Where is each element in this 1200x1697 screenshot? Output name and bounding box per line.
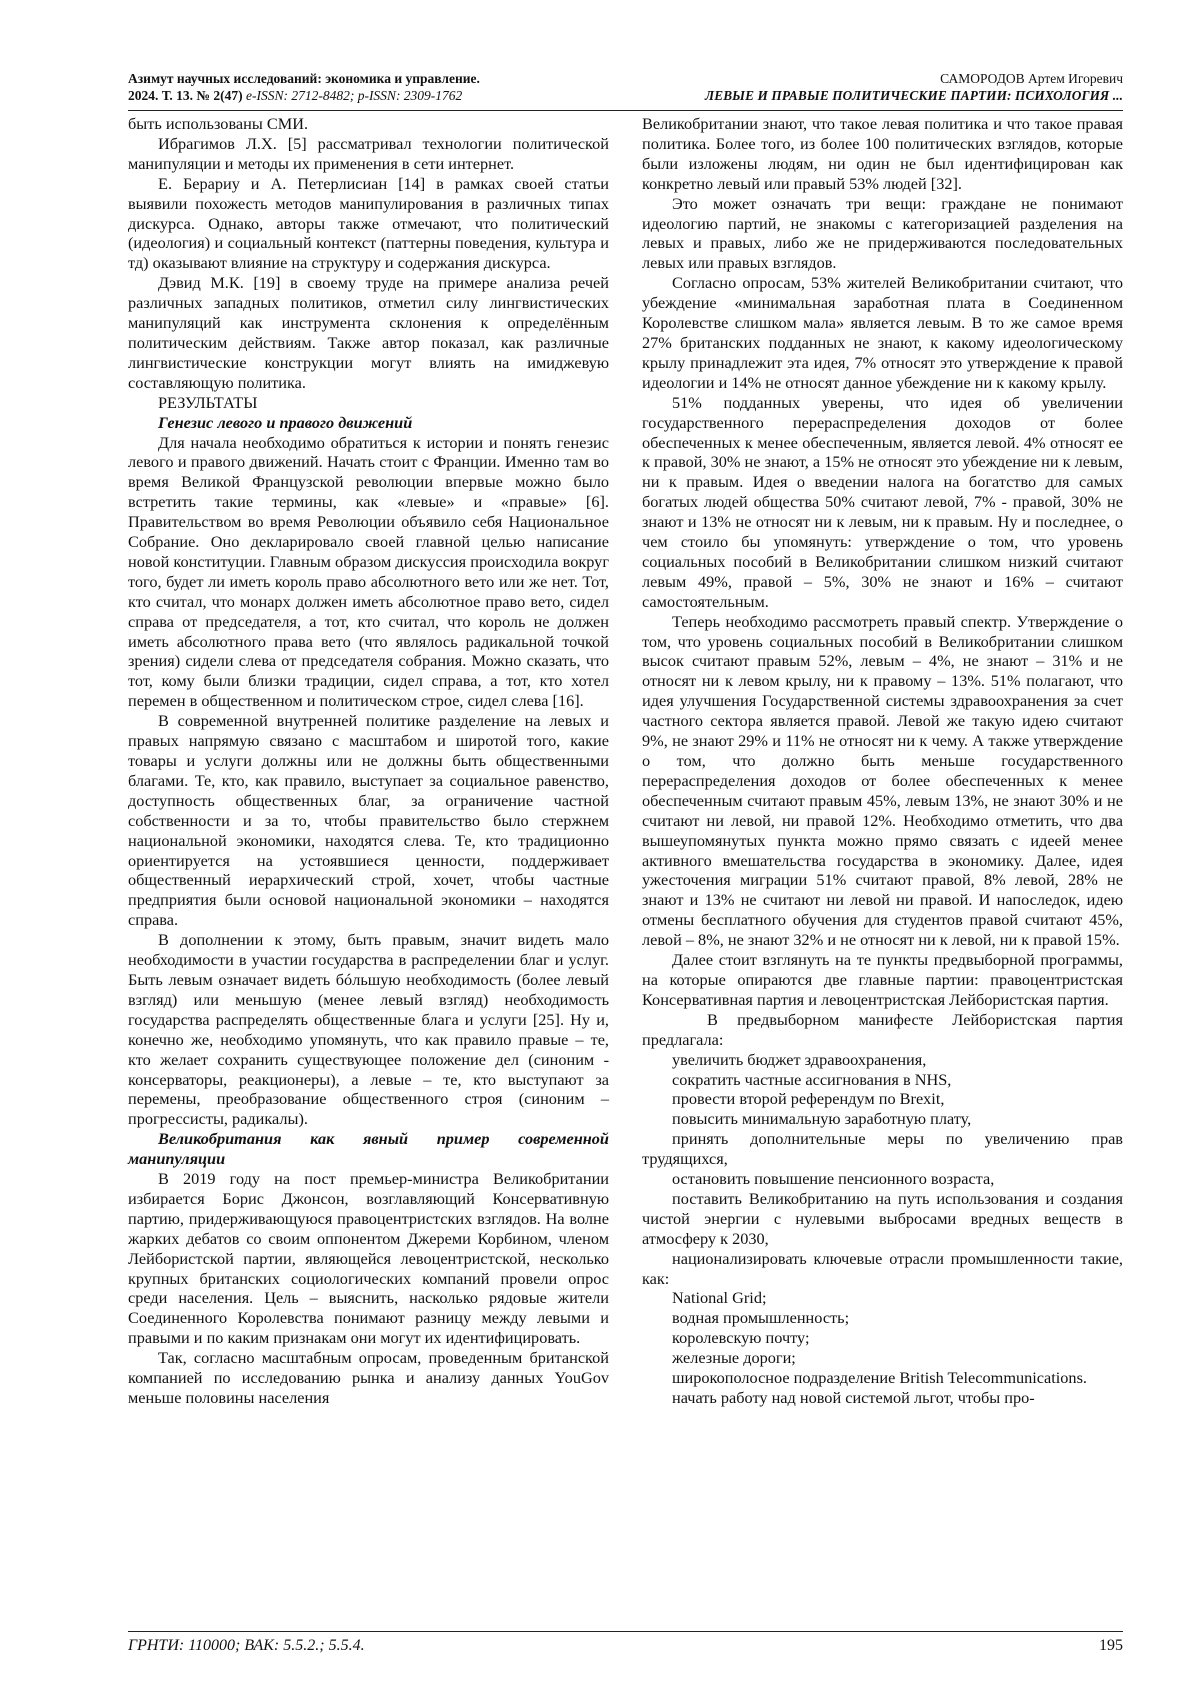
section-heading: Великобритания как явный пример современной манипуляции	[128, 1129, 609, 1169]
paragraph: Так, согласно масштабным опросам, проведенным британской компанией по исследованию рынка и анализу данных YouGov меньше половины населения	[128, 1348, 609, 1407]
article-title: ЛЕВЫЕ И ПРАВЫЕ ПОЛИТИЧЕСКИЕ ПАРТИИ: ПСИХОЛОГИЯ ...	[705, 88, 1123, 103]
paragraph: В предвыборном манифесте Лейбористская партия предлагала:	[642, 1009, 1123, 1049]
paragraph: Великобритании знают, что такое левая политика и что такое правая политика. Более того, из более 100 политических взглядов, которые были изложены людям, ни один не был идентифицирован как конкретно левый или правый 53% людей [32].	[642, 114, 1123, 193]
paragraph: Для начала необходимо обратиться к истории и понять генезис левого и правого движений. Начать стоит с Франции. Именно там во время Великой Французской революции впервые можно было встретить такие термины, как «левые» и «правые» [6]. Правительством во время Революции объявило себя Национальное Собрание. Оно декларировало своей главной целью написание новой конституции. Главным образом дискуссия происходила вокруг того, будет ли иметь король право абсолютного вето или же нет. Тот, кто считал, что монарх должен иметь абсолютное право вето, сидел справа от председателя, а тот, кто считал, что король не должен иметь абсолютного права вето (что являлось радикальной точкой зрения) сидели слева от председателя собрания. Можно сказать, что тот, кому были близки традиции, сидел справа, а тот, кто хотел перемен в общественном и политическом строе, сидел слева [16].	[128, 432, 609, 711]
left-column	[128, 114, 609, 1408]
running-header	[128, 70, 1123, 108]
paragraph: 51% подданных уверены, что идея об увеличении государственного перераспределения доходов от более обеспеченных к менее обеспеченным, является левой. 4% относят ее к правой, 30% не знают, а 15% не относят это убеждение ни к левым, ни к правым. Идея о введении налога на богатство для самых богатых людей общества 50% считают левой, 7% - правой, 30% не знают и 13% не относят ни к левым, ни к правым. Ну и последнее, о чем стоило бы упомянуть: утверждение о том, что уровень социальных пособий в Великобритании слишком низкий считают левым 49%, правой – 5%, 30% не знают и 16% – считают самостоятельным.	[642, 392, 1123, 611]
paragraph: Теперь необходимо рассмотреть правый спектр. Утверждение о том, что уровень социальных пособий в Великобритании слишком высок считают правым 52%, левым – 4%, не знают – 31% и не относят ни к левом крылу, ни к правому – 13%. 51% полагают, что идея улучшения Государственной системы здравоохранения за счет частного сектора является правой. Левой же такую идею считают 9%, не знают 29% и 11% не относят ни к чему. А также утверждение о том, что должно быть меньше государственного перераспределения доходов от более обеспеченных к менее обеспеченным считают правым 45%, левым 13%, не знают 30% и не считают ни левой, ни правой 12%. Необходимо отметить, что два вышеупомянутых пункта можно прямо связать с идеей менее активного вмешательства государства в экономику. Далее, идея ужесточения миграции 51% считают правой, 8% левой, 28% не знают и 13% не считают ни левой ни правой. И напоследок, идею отмены бесплатного обучения для студентов правой считают 45%, левой – 8%, не знают 32% и не относят ни к левой, ни к правой 15%.	[642, 611, 1123, 950]
paragraph: Е. Берариу и А. Петерлисиан [14] в рамках своей статьи выявили похожесть методов манипулирования в различных типах дискурса. Однако, авторы также отмечают, что политический (идеология) и социальный контекст (паттерны поведения, культура и тд) оказывают влияние на структуру и содержания дискурса.	[128, 173, 609, 273]
journal-volume: 2024. Т. 13. № 2(47)	[128, 88, 243, 103]
list-item: остановить повышение пенсионного возраста,	[672, 1169, 995, 1189]
paragraph: поставить Великобританию на путь использования и создания чистой энергии с нулевыми выбросами вредных веществ в атмосферу к 2030,	[642, 1188, 1123, 1248]
paragraph: быть использованы СМИ.	[128, 114, 309, 133]
footer-rule	[128, 1631, 1123, 1632]
paragraph: Это может означать три вещи: граждане не понимают идеологию партий, не знакомы с категоризацией разделения на левых и правых, либо же не придерживаются последовательных левых или правых взглядов.	[642, 193, 1123, 273]
list-item: железные дороги;	[672, 1348, 796, 1368]
section-heading: Генезис левого и правого движений	[158, 412, 413, 432]
paragraph: национализировать ключевые отрасли промышленности такие, как:	[642, 1248, 1123, 1288]
author-name: САМОРОДОВ Артем Игоревич	[940, 71, 1123, 86]
article-info	[705, 70, 1123, 104]
list-item: сократить частные ассигнования в NHS,	[672, 1069, 952, 1089]
journal-issn: e-ISSN: 2712-8482; p-ISSN: 2309-1762	[245, 88, 463, 103]
paragraph: начать работу над новой системой льгот, чтобы про-	[672, 1388, 1035, 1407]
list-item: повысить минимальную заработную плату,	[672, 1109, 972, 1129]
list-item: провести второй референдум по Brexit,	[672, 1089, 945, 1109]
list-item: королевскую почту;	[672, 1328, 810, 1348]
paragraph: Далее стоит взглянуть на те пункты предвыборной программы, на которые опираются две главные партии: правоцентристская Консервативная партия и левоцентристская Лейбористская партия.	[642, 950, 1123, 1009]
paragraph: В дополнении к этому, быть правым, значит видеть мало необходимости в участии государства в распределении благ и услуг. Быть левым означает видеть бóльшую необходимость (более левый взгляд) или меньшую (менее левый взгляд) необходимость государства распределять общественные блага и услуги [25]. Ну и, конечно же, необходимо упомянуть, что как правило правые – те, кто желает сохранить существующее положение дел (синоним - консерваторы, реакционеры), а левые – те, кто выступают за перемены, преобразование общественного строя (синоним – прогрессисты, радикалы).	[128, 930, 609, 1129]
list-item: водная промышленность;	[672, 1308, 850, 1328]
paragraph: В 2019 году на пост премьер-министра Великобритании избирается Борис Джонсон, возглавляющий Консервативную партию, придерживающуюся правоцентристских взглядов. На волне жарких дебатов со своим оппонентом Джереми Корбином, членом Лейбористской партии, являющейся левоцентристской, несколько крупных британских социологических компаний провели опрос среди населения. Цель – выяснить, насколько рядовые жители Соединенного Королевства понимают разницу между левыми и правыми и по каким признакам они могут их идентифицировать.	[128, 1169, 609, 1348]
list-item: увеличить бюджет здравоохранения,	[672, 1049, 927, 1069]
paragraph: Дэвид М.К. [19] в своему труде на примере анализа речей различных западных политиков, отметил силу лингвистических манипуляций как инструмента склонения к определённым политическим действиям. Также автор показал, как различные лингвистические конструкции могут влиять на имиджевую составляющую политика.	[128, 273, 609, 392]
paragraph: принять дополнительные меры по увеличению прав трудящихся,	[642, 1129, 1123, 1169]
list-item: National Grid;	[672, 1288, 767, 1308]
right-column	[642, 114, 1123, 1408]
journal-info	[128, 70, 480, 104]
classification-codes: ГРНТИ: 110000; ВАК: 5.5.2.; 5.5.4.	[128, 1637, 365, 1654]
header-rule	[128, 110, 1123, 111]
journal-name: Азимут научных исследований: экономика и управление.	[128, 71, 480, 86]
paragraph: Ибрагимов Л.Х. [5] рассматривал технологии политической манипуляции и методы их применения в сети интернет.	[128, 133, 609, 173]
section-title: РЕЗУЛЬТАТЫ	[158, 392, 258, 412]
paragraph: В современной внутренней политике разделение на левых и правых напрямую связано с масштабом и широтой того, какие товары и услуги должны или не должны быть общественными благами. Те, кто, как правило, выступает за социальное равенство, доступность общественных благ, за ограничение частной собственности и за то, чтобы правительство было стержнем национальной экономики, находятся слева. Те, кто традиционно ориентируется на устоявшиеся ценности, поддерживает общественный иерархический строй, хочет, чтобы частные предприятия были основой национальной экономики – находятся справа.	[128, 711, 609, 930]
page-number: 195	[1099, 1637, 1123, 1654]
paragraph: широкополосное подразделение British Telecommunications.	[672, 1368, 1087, 1388]
paragraph: Согласно опросам, 53% жителей Великобритании считают, что убеждение «минимальная заработная плата в Соединенном Королевстве слишком мала» является левым. В то же самое время 27% британских подданных не знают, к какому идеологическому крылу принадлежит эта идея, 7% относят это утверждение к правой идеологии и 14% не относят данное убеждение ни к какому крылу.	[642, 273, 1123, 392]
